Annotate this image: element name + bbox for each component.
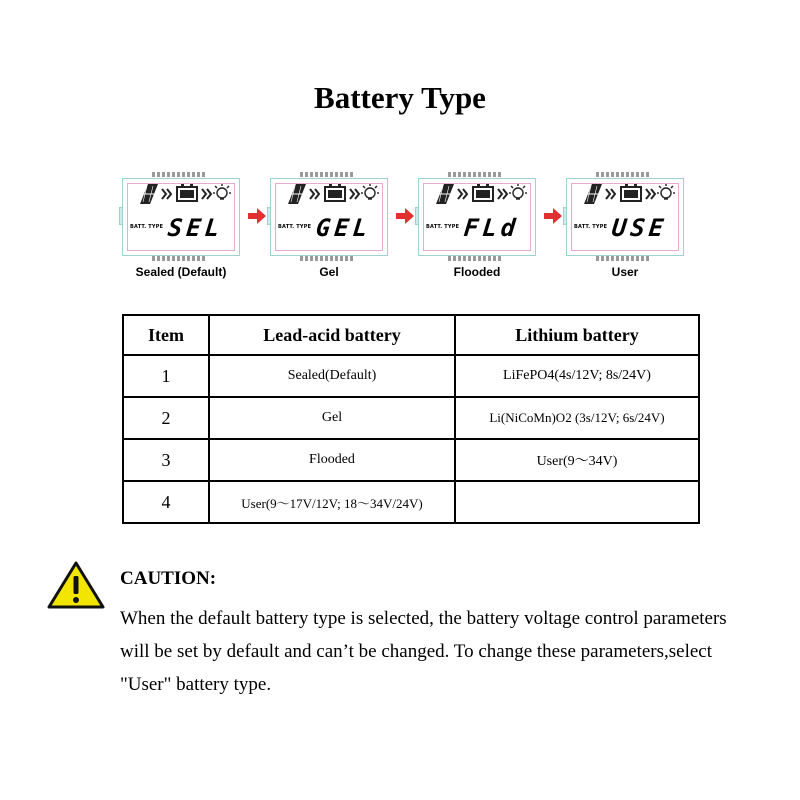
table-row [123, 439, 699, 481]
lcd-screen-flooded [414, 170, 544, 285]
cell-lead-acid: Sealed(Default) [209, 355, 455, 397]
table-row [123, 397, 699, 439]
lcd-pins [596, 256, 650, 261]
lcd-pins [448, 172, 502, 177]
lcd-screen-gel [266, 170, 396, 285]
cell-item: 2 [123, 397, 209, 439]
cell-lithium: LiFePO4(4s/12V; 8s/24V) [455, 355, 699, 397]
bulb-icon [509, 184, 527, 199]
table-header-row [123, 315, 699, 355]
chevrons-icon [350, 189, 359, 199]
table-row [123, 481, 699, 523]
header-item: Item [123, 315, 209, 355]
cell-lithium: Li(NiCoMn)O2 (3s/12V; 6s/24V) [455, 397, 699, 439]
lcd-batt-type-label: BATT. TYPE [426, 224, 460, 230]
lcd-icons [580, 182, 680, 208]
lcd-caption: User [611, 265, 639, 279]
warning-icon [46, 560, 106, 610]
chevrons-icon [310, 189, 319, 199]
cell-item: 4 [123, 481, 209, 523]
lcd-caption: Sealed (Default) [135, 265, 227, 279]
lcd-batt-type-label: BATT. TYPE [130, 224, 164, 230]
cell-item: 3 [123, 439, 209, 481]
page-title: Battery Type [314, 80, 486, 115]
lcd-pins [300, 256, 354, 261]
lcd-pins [152, 256, 206, 261]
bulb-icon [361, 184, 379, 199]
bulb-icon [657, 184, 675, 199]
bulb-icon [213, 184, 231, 199]
header-lithium: Lithium battery [455, 315, 699, 355]
solar-panel-icon [140, 184, 158, 204]
caution-text: When the default battery type is selected, the battery voltage control parameters will be set by default and can’t be changed. To change these parameters,select "User" battery type. [120, 608, 727, 695]
cell-lithium: User(9～34V) [455, 439, 699, 481]
arrow-right-icon [248, 208, 266, 224]
battery-type-table [122, 314, 700, 524]
lcd-pins [596, 172, 650, 177]
arrow-right-icon [396, 208, 414, 224]
lcd-icons [432, 182, 532, 208]
lcd-batt-type-label: BATT. TYPE [278, 224, 312, 230]
cell-lead-acid: Gel [209, 397, 455, 439]
lcd-screen-sealed [118, 170, 248, 285]
lcd-pins [152, 172, 206, 177]
battery-icon [473, 184, 493, 201]
chevrons-icon [162, 189, 171, 199]
solar-panel-icon [436, 184, 454, 204]
chevrons-icon [202, 189, 211, 199]
lcd-code: FLd [462, 214, 521, 242]
arrow-right-icon [544, 208, 562, 224]
lcd-sequence [118, 170, 698, 285]
battery-icon [177, 184, 197, 201]
solar-panel-icon [288, 184, 306, 204]
lcd-caption: Gel [319, 265, 339, 279]
cell-lithium [455, 481, 699, 523]
battery-icon [621, 184, 641, 201]
cell-lead-acid: User(9～17V/12V; 18～34V/24V) [209, 481, 455, 523]
lcd-code: GEL [314, 214, 373, 242]
chevrons-icon [458, 189, 467, 199]
lcd-icons [136, 182, 236, 208]
solar-panel-icon [584, 184, 602, 204]
chevrons-icon [606, 189, 615, 199]
lcd-pins [448, 256, 502, 261]
cell-item: 1 [123, 355, 209, 397]
cell-lead-acid: Flooded [209, 439, 455, 481]
lcd-code: USE [610, 214, 669, 242]
lcd-pins [300, 172, 354, 177]
lcd-batt-type-label: BATT. TYPE [574, 224, 608, 230]
lcd-icons [284, 182, 384, 208]
header-lead-acid: Lead-acid battery [209, 315, 455, 355]
lcd-caption: Flooded [453, 265, 501, 279]
battery-icon [325, 184, 345, 201]
table-row [123, 355, 699, 397]
chevrons-icon [646, 189, 655, 199]
chevrons-icon [498, 189, 507, 199]
lcd-code: SEL [166, 214, 225, 242]
lcd-screen-user [562, 170, 692, 285]
caution-title: CAUTION: [120, 568, 217, 589]
